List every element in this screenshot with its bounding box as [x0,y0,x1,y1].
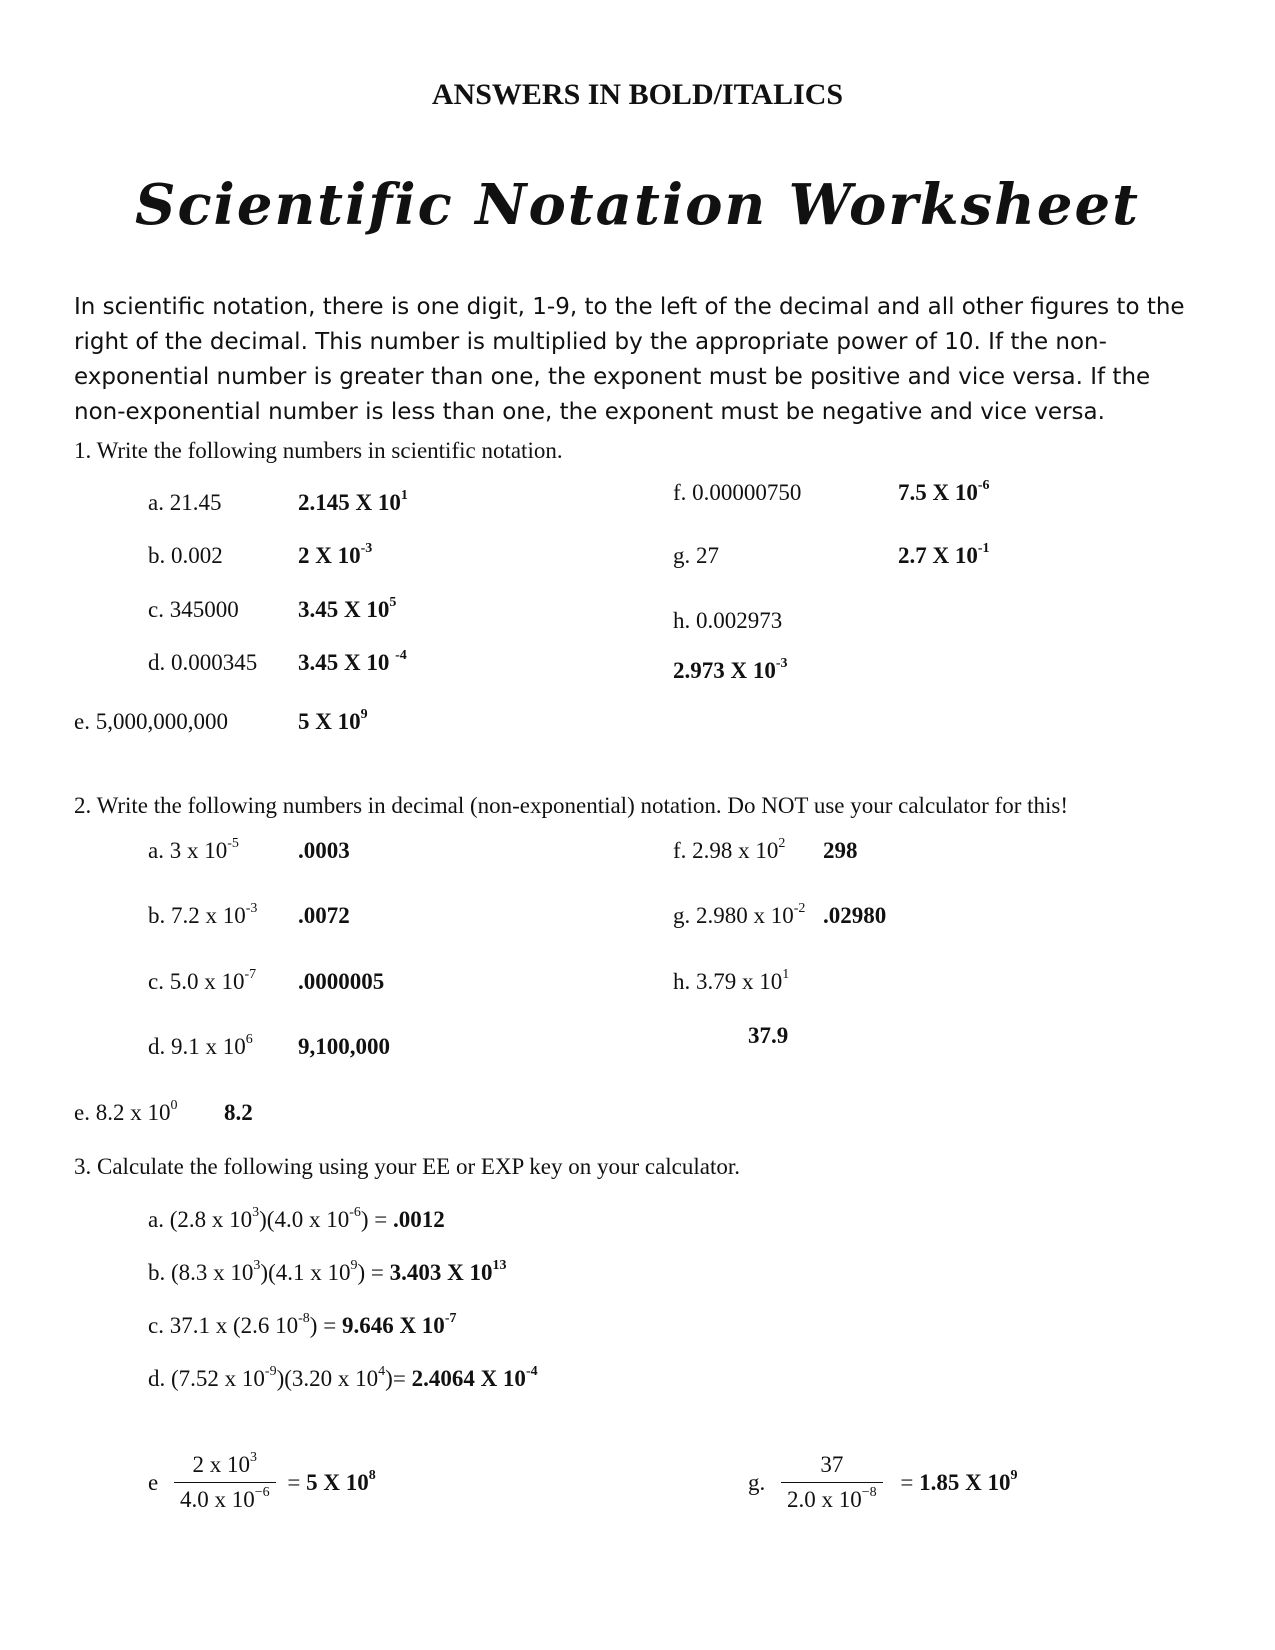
q1-c-label: c. 345000 [148,597,239,622]
q2-b-expression: b. 7.2 x $10^{-3}$ [148,901,258,928]
q3-c: c. 37.1 x (2.6 $10^{-8}) = 9.646$ X $10^{-7}$ [148,1311,457,1338]
q2-f-answer: 298 [823,838,858,863]
q2-prompt: 2. Write the following numbers in decimal (non-exponential) notation. Do NOT use your calculator for this! [74,793,1069,818]
q1-f-label: f. 0.00000750 [673,480,802,505]
q3-b-answer: 3.403 X $10^{13}$ [389,1258,507,1285]
q2-c-expression: c. 5.0 x $10^{-7}$ [148,967,257,994]
q3-g-answer: 1.85 X $10^9$ [919,1467,1018,1495]
q1-g-answer: 2.7 X $10^{-1}$ [898,541,990,568]
q2-e-answer: 8.2 [224,1100,253,1125]
q2-g-answer: .02980 [823,903,887,928]
q2-b-answer: .0072 [298,903,350,928]
q3-prompt: 3. Calculate the following using your EE or EXP key on your calculator. [74,1154,741,1179]
q3-e-numerator: 2 x $10^3$ [192,1450,258,1477]
q2-g-expression: g. 2.980 x $10^{-2}$ [673,901,806,928]
q1-g-label: g. 27 [673,543,719,568]
q3-a: a. (2.8 x $10^3)(4.0$ x $10^{-6}) = .0012$ [148,1205,445,1232]
answers-header: ANSWERS IN BOLD/ITALICS [431,78,844,111]
q2-a-answer: .0003 [298,838,350,863]
q2-c-answer: .0000005 [298,969,385,994]
q3-g-fraction [781,1452,883,1513]
q1-a-answer: 2.145 X $10^1$ [298,488,408,515]
q2-f-expression: f. 2.98 x $10^2$ [673,836,786,863]
q3-c-answer: 9.646 X $10^{-7}$ [341,1311,457,1338]
q1-b-answer: 2 X $10^{-3}$ [298,541,373,568]
q2-d-answer: 9,100,000 [298,1034,390,1059]
q3-a-answer: .0012 [393,1207,445,1232]
q1-c-answer: 3.45 X $10^5$ [298,595,397,622]
q1-d-label: d. 0.000345 [148,650,258,675]
q3-d-answer: 2.4064 X $10^{-4}$ [411,1364,538,1391]
q1-h-answer: 2.973 X $10^{-3}$ [673,656,788,683]
q3-e: e $\frac{2 x 10^3}{4.0 x 10^{-6}}$ = 5 X $10^8$ [148,1450,376,1512]
q3-g: g. $\frac{37}{2.0 x 10^{-8}}$ = 1.85 X $10^9$ [748,1452,1018,1512]
q1-b-label: b. 0.002 [148,543,223,568]
q1-a-label: a. 21.45 [148,490,222,515]
q1-d-answer: 3.45 X 10 $^{-4}$ [298,648,407,675]
q3-g-denominator: 2.0 x $10^{-8}$ [781,1482,883,1513]
q1-f-answer: 7.5 X $10^{-6}$ [898,478,990,505]
q1-e-label: e. 5,000,000,000 [74,709,228,734]
q3-e-fraction [174,1452,276,1513]
q2-d-expression: d. 9.1 x $10^6$ [148,1032,253,1059]
q3-g-numerator: 37 [820,1452,844,1477]
intro-paragraph: In scientific notation, there is one digit, 1-9, to the left of the decimal and all other figures to the right of the decimal. This number is multiplied by the appropriate power of 10. If the non-exponential number is greater than one, the exponent must be positive and vice versa. If the non-exponential number is less than one, the exponent must be negative and vice versa. [74,294,1185,425]
q3-b: b. (8.3 x $10^3)(4.1$ x $10^9) = 3.403$ X $10^{13}$ [148,1258,507,1285]
q3-e-denominator: 4.0 x $10^{-6}$ [174,1482,276,1513]
q1-h-label: h. 0.002973 [673,608,783,633]
q2-e-expression: e. 8.2 x $10^0$ [74,1098,178,1125]
q3-e-answer: 5 X $10^8$ [306,1467,376,1495]
worksheet-title: Scientific Notation Worksheet [135,172,1140,238]
q2-a-expression: a. 3 x $10^{-5}$ [148,836,239,863]
q2-h-answer: 37.9 [748,1023,789,1048]
q1-e-answer: 5 X $10^9$ [298,707,368,734]
q2-h-expression: h. 3.79 x $10^1$ [673,967,790,994]
q3-d: d. (7.52 x $10^{-9})(3.20$ x $10^4)= 2.4064$ X $10^{-4}$ [148,1364,538,1391]
q1-prompt: 1. Write the following numbers in scientific notation. [74,438,563,463]
